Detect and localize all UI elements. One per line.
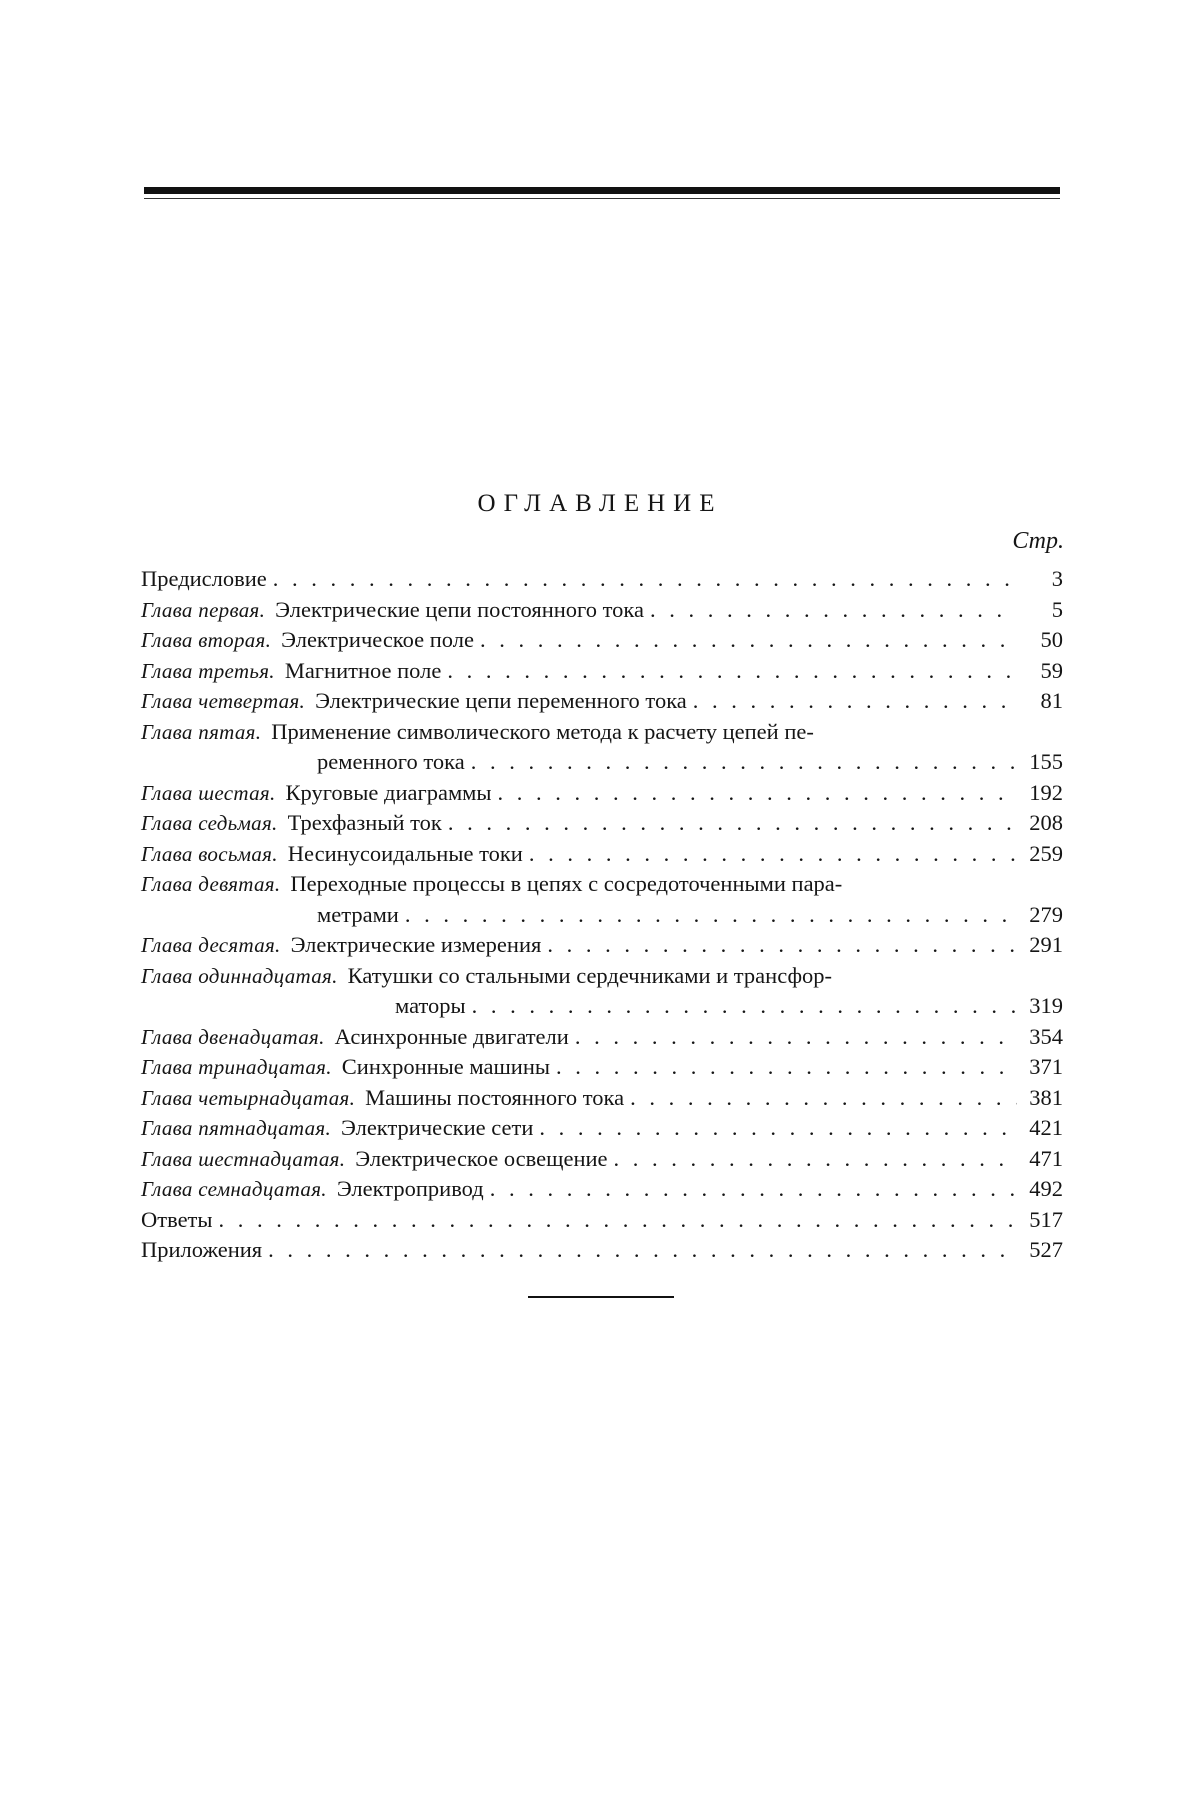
- dot-leader: [447, 656, 1017, 687]
- dot-leader: [650, 595, 1017, 626]
- toc-entry[interactable]: [141, 1113, 1063, 1144]
- entry-title: Электропривод: [336, 1176, 484, 1201]
- toc-entry[interactable]: [141, 808, 1063, 839]
- dot-leader: [472, 991, 1017, 1022]
- toc-entry[interactable]: [141, 717, 1063, 778]
- chapter-label: Глава двенадцатая.: [141, 1024, 325, 1049]
- toc-entry-line: [141, 1022, 1063, 1053]
- page-number: 291: [1029, 932, 1063, 957]
- entry-title: Предисловие: [141, 566, 267, 591]
- toc-entry-line: [141, 625, 1063, 656]
- dot-leader: [556, 1052, 1017, 1083]
- top-thin-rule: [144, 198, 1060, 199]
- page-number: 279: [1029, 901, 1063, 927]
- toc-entry-line: [141, 808, 1063, 839]
- toc-entry[interactable]: [141, 686, 1063, 717]
- toc-entry-line: [141, 1205, 1063, 1236]
- page-number: 3: [1051, 566, 1063, 591]
- toc-entry[interactable]: [141, 1235, 1063, 1266]
- entry-title-continuation: метрами: [317, 901, 399, 927]
- chapter-label: Глава девятая.: [141, 872, 281, 896]
- chapter-label: Глава шестнадцатая.: [141, 1146, 346, 1171]
- dot-leader: [219, 1205, 1017, 1236]
- entry-title: Электрическое поле: [281, 627, 474, 652]
- toc-entry-line: [141, 839, 1063, 870]
- chapter-label: Глава вторая.: [141, 628, 272, 652]
- toc-entry[interactable]: [141, 961, 1063, 1022]
- chapter-label: Глава шестая.: [141, 780, 276, 805]
- dot-leader: [575, 1022, 1017, 1053]
- toc-entry[interactable]: [141, 1205, 1063, 1236]
- entry-title: Синхронные машины: [341, 1054, 551, 1079]
- dot-leader: [529, 839, 1017, 870]
- page-column-header: Стр.: [1012, 528, 1064, 554]
- page-number: 192: [1029, 779, 1063, 805]
- entry-title: Электрические цепи постоянного тока: [275, 596, 644, 622]
- toc-entry-continuation: [141, 900, 1063, 931]
- entry-title: Круговые диаграммы: [285, 779, 492, 805]
- toc-entry-line: [141, 1113, 1063, 1144]
- toc-entry[interactable]: [141, 625, 1063, 656]
- dot-leader: [405, 900, 1017, 931]
- toc-entry-line: [141, 1052, 1063, 1083]
- toc-entry-line: [141, 717, 1063, 748]
- toc-entry-line: [141, 1235, 1063, 1266]
- page-number: 471: [1029, 1145, 1063, 1171]
- chapter-label: Глава четырнадцатая.: [141, 1085, 356, 1110]
- entry-title: Применение символического метода к расчету цепей пе-: [271, 718, 814, 744]
- toc-entry-line: [141, 686, 1063, 717]
- toc-entry[interactable]: [141, 1052, 1063, 1083]
- toc-entry-line: [141, 564, 1063, 595]
- toc-entry[interactable]: [141, 564, 1063, 595]
- toc-entry[interactable]: [141, 1174, 1063, 1205]
- entry-title: Асинхронные двигатели: [334, 1023, 569, 1049]
- page-number: 5: [1051, 596, 1063, 622]
- toc-entry-continuation: [141, 991, 1063, 1022]
- toc-entry-continuation: [141, 747, 1063, 778]
- dot-leader: [273, 564, 1017, 595]
- dot-leader: [614, 1144, 1017, 1175]
- dot-leader: [268, 1235, 1017, 1266]
- toc-entry[interactable]: [141, 656, 1063, 687]
- toc-entry-line: [141, 778, 1063, 809]
- entry-title: Электрические цепи переменного тока: [315, 688, 687, 713]
- entry-title: Несинусоидальные токи: [287, 840, 523, 866]
- page-number: 492: [1029, 1176, 1063, 1201]
- dot-leader: [539, 1113, 1017, 1144]
- dot-leader: [490, 1174, 1017, 1205]
- chapter-label: Глава тринадцатая.: [141, 1055, 332, 1079]
- toc-entry-line: [141, 656, 1063, 687]
- entry-title: Катушки со стальными сердечниками и трансфор-: [347, 962, 833, 988]
- dot-leader: [448, 808, 1017, 839]
- toc-entry[interactable]: [141, 1083, 1063, 1114]
- chapter-label: Глава первая.: [141, 597, 266, 622]
- dot-leader: [471, 747, 1017, 778]
- entry-title: Приложения: [141, 1237, 263, 1262]
- entry-title: Электрические сети: [341, 1115, 534, 1140]
- toc-entry-line: [141, 930, 1063, 961]
- entry-title-continuation: ременного тока: [317, 749, 465, 774]
- chapter-label: Глава пятая.: [141, 719, 262, 744]
- page-number: 319: [1029, 993, 1063, 1018]
- chapter-label: Глава восьмая.: [141, 841, 278, 866]
- entry-title: Электрическое освещение: [355, 1145, 608, 1171]
- page-number: 50: [1040, 627, 1063, 652]
- toc-entry-line: [141, 595, 1063, 626]
- chapter-label: Глава десятая.: [141, 933, 281, 957]
- chapter-label: Глава пятнадцатая.: [141, 1116, 332, 1140]
- toc-entry[interactable]: [141, 1144, 1063, 1175]
- dot-leader: [547, 930, 1017, 961]
- entry-title: Ответы: [141, 1206, 213, 1232]
- toc-entry-line: [141, 869, 1063, 900]
- top-double-rule: [144, 187, 1060, 194]
- page-number: 517: [1029, 1206, 1063, 1232]
- entry-title: Трехфазный ток: [287, 810, 442, 835]
- page-number: 155: [1029, 749, 1063, 774]
- page-number: 354: [1029, 1023, 1063, 1049]
- chapter-label: Глава одиннадцатая.: [141, 963, 338, 988]
- chapter-label: Глава семнадцатая.: [141, 1177, 327, 1201]
- page-number: 81: [1040, 688, 1063, 713]
- dot-leader: [630, 1083, 1017, 1114]
- toc-entry[interactable]: [141, 839, 1063, 870]
- page-number: 208: [1029, 810, 1063, 835]
- entry-title: Электрические измерения: [290, 932, 542, 957]
- page-number: 421: [1029, 1115, 1063, 1140]
- entry-title: Переходные процессы в цепях с сосредоточенными пара-: [290, 871, 843, 896]
- toc-entry[interactable]: [141, 1022, 1063, 1053]
- dot-leader: [498, 778, 1017, 809]
- page-title: ОГЛАВЛЕНИЕ: [477, 490, 723, 517]
- page-number: 527: [1029, 1237, 1063, 1262]
- chapter-label: Глава третья.: [141, 658, 275, 683]
- page-number: 371: [1029, 1054, 1063, 1079]
- page-number: 59: [1040, 657, 1063, 683]
- dot-leader: [693, 686, 1017, 717]
- toc-entry-line: [141, 1144, 1063, 1175]
- toc-entry-line: [141, 961, 1063, 992]
- toc-entry[interactable]: [141, 595, 1063, 626]
- entry-title: Машины постоянного тока: [365, 1084, 625, 1110]
- dot-leader: [480, 625, 1017, 656]
- page-number: 381: [1029, 1084, 1063, 1110]
- chapter-label: Глава седьмая.: [141, 811, 278, 835]
- entry-title-continuation: маторы: [395, 993, 466, 1018]
- entry-title: Магнитное поле: [284, 657, 442, 683]
- toc-entry-line: [141, 1174, 1063, 1205]
- toc-entry-line: [141, 1083, 1063, 1114]
- toc-entry[interactable]: [141, 930, 1063, 961]
- toc-entry[interactable]: [141, 778, 1063, 809]
- bottom-rule: [528, 1296, 674, 1298]
- page-number: 259: [1029, 840, 1063, 866]
- chapter-label: Глава четвертая.: [141, 689, 306, 713]
- toc-entry[interactable]: [141, 869, 1063, 930]
- table-of-contents: [141, 564, 1063, 1266]
